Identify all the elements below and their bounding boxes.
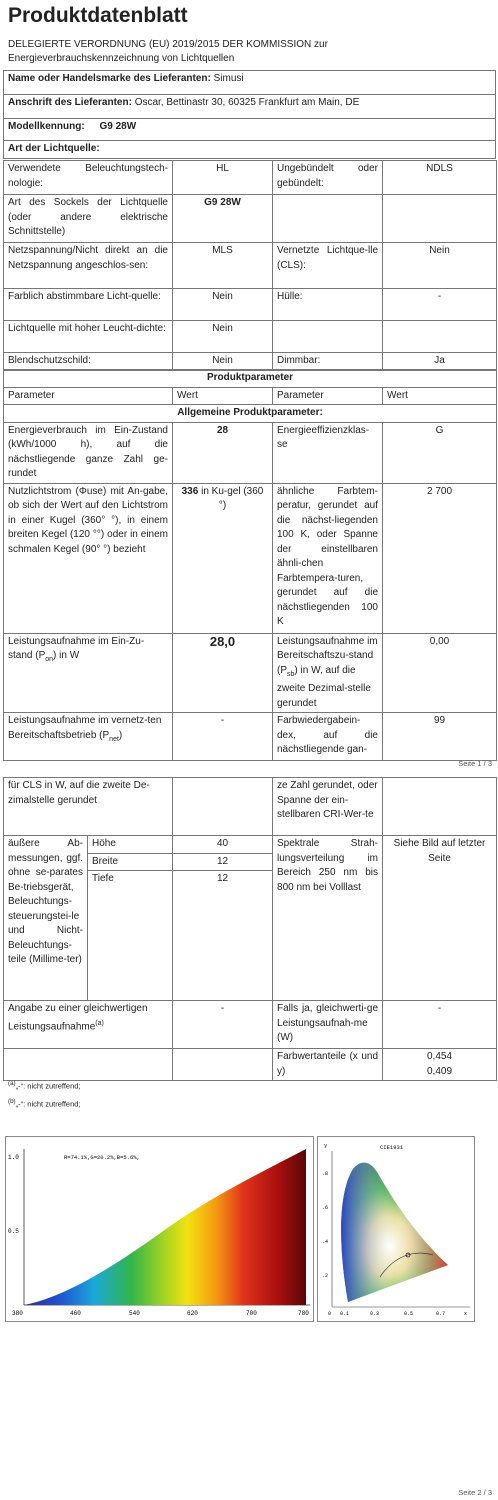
cct-label: ähnliche Farbtem-peratur, gerundet auf die nächst-liegenden 100 K, oder Spanne der einstellbaren ähnli-chen Farbtempera-turen, gerundet auf die nächstliegenden 100 K [273,483,383,633]
pnet-value: - [173,713,273,761]
params-section: Produktparameter [4,370,497,388]
energy-label: Energieverbrauch im Ein-Zustand (kWh/1000 h), auf die nächstliegende ganze Zahl ge-rundet [4,422,173,483]
pon-label-end: ) in W [53,650,80,661]
pnet-label [4,713,173,761]
equiv-label [4,1001,173,1049]
pon-label [4,633,173,713]
equiv-sup: (a) [95,1019,104,1027]
ls-value: Ja [383,353,497,371]
psb-sub: sb [287,670,295,678]
footnote-b-text: „-“: nicht zutreffend; [15,1099,81,1109]
flux-value-text: in Ku-gel (360 °) [198,485,264,511]
col-parameter: Parameter [4,387,173,405]
cie-y-tick: .8 [322,1171,329,1177]
pnet-label-end: ) [118,729,123,741]
supplier-name-label: Name oder Handelsmarke des Lieferanten: [8,73,211,84]
supplier-name-cell [4,71,496,95]
subtitle-line-2: Energieverbrauchskennzeichnung von Lichtquellen [8,53,235,64]
product-parameters-table [3,369,497,761]
equiv-label-text: Angabe zu einer gleichwertigen Leistungsaufnahme [8,1003,148,1032]
page-number-2: Seite 2 / 3 [458,1488,492,1497]
cont-left: für CLS in W, auf die zweite De-zimalstelle gerundet [4,778,173,836]
ls-value: Nein [173,321,273,353]
dims-label: äußere Ab-messungen, ggf. ohne se-parates Be-triebsgerät, Beleuchtungs-steuerungstei-le und Nicht-Beleuchtungs-teile (Millime-ter) [4,836,88,1001]
cie-gamut-overlay [341,1163,448,1302]
ls-label: Art des Sockels der Lichtquelle (oder andere elektrische Schnittstelle) [4,195,173,243]
x-tick: 460 [70,1310,81,1317]
supplier-table [3,70,496,159]
ls-label: Hülle: [273,289,383,321]
cri-value: 99 [383,713,497,761]
ls-label: Farblich abstimmbare Licht-quelle: [4,289,173,321]
pnet-label-text: Leistungsaufnahme im vernetz-ten Bereitschaftsbetrieb (P [8,715,162,741]
spectrum-svg [6,1137,313,1321]
ls-value: - [383,289,497,321]
equiv-power-value: - [383,1001,497,1049]
ls-label: Ungebündelt oder gebündelt: [273,161,383,195]
ls-label: Dimmbar: [273,353,383,371]
supplier-name-value: Simusi [213,73,244,84]
dim-name: Tiefe [88,871,173,1001]
dim-value: 40 [173,836,273,854]
spectrum-curve [24,1149,306,1305]
footnote-a-text: „-“: nicht zutreffend; [15,1081,81,1091]
subtitle-line-1: DELEGIERTE VERORDNUNG (EU) 2019/2015 DER KOMMISSION zur [8,39,328,50]
cie-y-tick: .2 [322,1273,329,1279]
pnet-sub: net [109,735,119,743]
cie-x-tick: 0.5 [404,1311,414,1317]
empty-cell [173,1049,273,1081]
chroma-value [383,1049,497,1081]
ls-label: Netzspannung/Nicht direkt an die Netzspannung angeschlos-sen: [4,243,173,289]
x-tick: 620 [187,1310,198,1317]
chroma-label: Farbwertanteile (x und y) [273,1049,383,1081]
ls-label [273,321,383,353]
eec-label: Energieeffizienzklas-se [273,422,383,483]
model-label: Modellkennung: [8,121,85,132]
spectrum-figure [5,1136,314,1322]
x-tick: 380 [12,1310,23,1317]
energy-value: 28 [173,422,273,483]
empty-cell [4,1049,173,1081]
cie-x-tick: 0 [328,1311,332,1317]
cct-value: 2 700 [383,483,497,633]
y-tick: 0.5 [8,1228,19,1235]
cie-y-tick: .4 [322,1239,329,1245]
footnote-b-sup: (b) [8,1098,16,1105]
col-value: Wert [173,387,273,405]
ls-label [273,195,383,243]
ls-value: Nein [173,353,273,371]
cie-x-tick: 0.1 [340,1311,350,1317]
cie-x-tick: x [464,1311,468,1317]
cont-right: ze Zahl gerundet, oder Spanne der ein-stellbaren CRI-Wer-te [273,778,383,836]
light-source-table [3,160,497,371]
chroma-x: 0,454 [427,1051,453,1062]
ls-value: G9 28W [173,195,273,243]
flux-value: 336 [181,485,199,497]
footnote-a-sup: (a) [8,1080,16,1087]
chroma-y: 0,409 [427,1065,453,1077]
page-number-1: Seite 1 / 3 [458,759,492,768]
flux-value-cell [173,483,273,633]
pon-value: 28,0 [173,633,273,713]
dim-value: 12 [173,853,273,871]
continuation-table [3,777,497,1081]
eec-value: G [383,422,497,483]
ls-label: Verwendete Beleuchtungstech-nologie: [4,161,173,195]
cie-x-tick: 0.7 [436,1311,446,1317]
dim-value: 12 [173,871,273,1001]
model-value: G9 28W [99,121,137,132]
ls-label: Lichtquelle mit hoher Leucht-dichte: [4,321,173,353]
cont-empty [173,778,273,836]
ls-value: NDLS [383,161,497,195]
ls-label: Blendschutzschild: [4,353,173,371]
ls-value: Nein [173,289,273,321]
ls-value [383,195,497,243]
cie-y-label: y [324,1142,328,1149]
footnote-b [8,1098,81,1109]
equiv-power-label: Falls ja, gleichwerti-ge Leistungsaufnah-me (W) [273,1001,383,1049]
y-tick: 1.0 [8,1154,19,1161]
ls-value [383,321,497,353]
rgb-annotation: R=74.1%,G=20.2%,B=5.6%, [64,1154,140,1161]
supplier-address-value: Oscar, Bettinastr 30, 60325 Frankfurt am Main, DE [134,97,360,108]
ls-value: Nein [383,243,497,289]
x-tick: 540 [129,1310,140,1317]
pon-label-text: Leistungsaufnahme im Ein-Zu-stand (P [8,635,145,661]
psb-label-end: ) in W, auf die zweite Dezimal-stelle gerundet [277,664,371,709]
dim-name: Höhe [88,836,173,854]
col-parameter: Parameter [273,387,383,405]
model-cell [4,119,496,141]
flux-label: Nutzlichtstrom (Φuse) mit An-gabe, ob sich der Wert auf den Lichtstrom in einer Kugel (360° °), in einem breiten Kegel (120 °°) oder in einem schmalen Kegel (90° °) bezieht [4,483,173,633]
footnote-a [8,1080,81,1091]
x-tick: 700 [246,1310,257,1317]
col-value: Wert [383,387,497,405]
ls-value: MLS [173,243,273,289]
psb-value: 0,00 [383,633,497,713]
cri-label: Farbwiedergabein-dex, auf die nächstliegende gan- [273,713,383,761]
pon-sub: on [45,656,54,663]
ls-label: Vernetzte Lichtque-lle (CLS): [273,243,383,289]
cie-y-tick: .6 [322,1205,329,1211]
light-source-section: Art der Lichtquelle: [4,141,496,159]
dim-name: Breite [88,853,173,871]
cie-title: CIE1931 [380,1144,404,1151]
ls-value: HL [173,161,273,195]
supplier-address-label: Anschrift des Lieferanten: [8,97,132,108]
supplier-address-cell [4,95,496,119]
cont-empty [383,778,497,836]
x-tick: 780 [298,1310,309,1317]
cie-diagram [317,1136,475,1322]
equiv-value: - [173,1001,273,1049]
spd-value: Siehe Bild auf letzter Seite [383,836,497,1001]
page-title: Produktdatenblatt [8,4,188,27]
spd-label: Spektrale Strah-lungsverteilung im Bereich 250 nm bis 800 nm bei Volllast [273,836,383,1001]
cie-svg [318,1137,474,1321]
psb-label [273,633,383,713]
cie-x-tick: 0.3 [370,1311,380,1317]
general-params-heading: Allgemeine Produktparameter: [4,405,497,423]
regulation-subtitle [8,38,488,66]
psb-label-text: Leistungsaufnahme im Bereitschaftszu-stand (P [277,635,378,676]
